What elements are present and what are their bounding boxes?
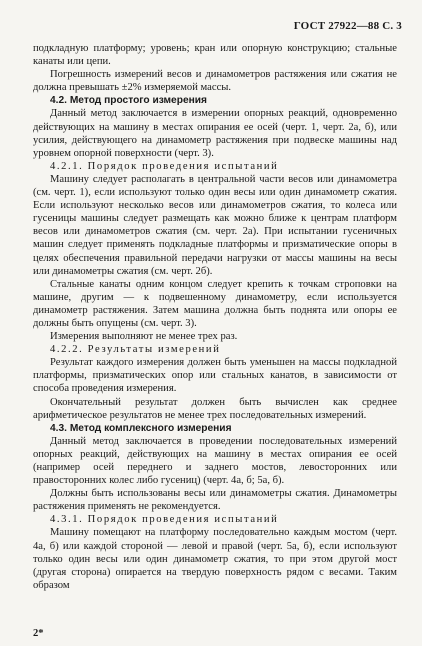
page-footer-mark: 2* bbox=[33, 628, 44, 639]
section-heading: 4.2. Метод простого измерения bbox=[50, 95, 207, 107]
paragraph: Окончательный результат должен быть вычислен как среднее арифметическое результатов не менее трех последовательных измерений. bbox=[33, 396, 397, 421]
section-heading: 4.3. Метод комплексного измерения bbox=[50, 422, 232, 434]
paragraph: Стальные канаты одним концом следует крепить к точкам строповки на машине, другим — к подвешенному динамометру, если используется динамометр растяжения. Затем машина должна быть поднята или опоры ее должны быть опущены (см. черт. 3). bbox=[33, 278, 397, 329]
document-body bbox=[33, 42, 397, 592]
paragraph: Измерения выполняют не менее трех раз. bbox=[50, 331, 238, 343]
subsection-heading: 4.2.1. Порядок проведения испытаний bbox=[50, 160, 279, 172]
paragraph: Машину помещают на платформу последовательно каждым мостом (черт. 4а, б) или каждой стороной — левой и правой (черт. 5а, б), если используют только один весы или один динамометр сжатия, то при этом другой мост (другая сторона) опирается на твердую поверхность рядом с весами. Таким образом bbox=[33, 527, 397, 591]
paragraph: Данный метод заключается в измерении опорных реакций, одновременно действующих на машину в местах опирания ее осей (черт. 1, черт. 2а, б), или усилия, действующего на динамометр растяжения при подвеске машины над уровнем опорной поверхности (черт. 3). bbox=[33, 108, 397, 159]
paragraph: Погрешность измерений весов и динамометров растяжения или сжатия не должна превышать ±2% измеряемой массы. bbox=[33, 69, 397, 94]
paragraph: Данный метод заключается в проведении последовательных измерений опорных реакций, действующих на машину в местах опирания ее осей (например осей переднего и заднего мостов, левосторонних или правосторонних колес либо гусениц) (черт. 4а, б; 5а, б). bbox=[33, 435, 397, 487]
paragraph: подкладную платформу; уровень; кран или опорную конструкцию; стальные канаты или цепи. bbox=[33, 43, 397, 68]
subsection-heading: 4.3.1. Порядок проведения испытаний bbox=[50, 514, 279, 526]
paragraph: Машину следует располагать в центральной части весов или динамометра (см. черт. 1), если используют только один весы или один динамометр сжатия. Если используют несколько весов или динамометров сжатия, то колеса или гусеницы машины следует размещать как можно ближе к центрам платформ весов или динамометров сжатия (см. черт. 2а). При испытании гусеничных машин следует применять подкладные платформы и призматические опоры в целях обеспечения правильной передачи нагрузки от массы машины на весы или динамометры сжатия (см. черт. 2б). bbox=[33, 173, 397, 277]
paragraph: Должны быть использованы весы или динамометры сжатия. Динамометры растяжения применять не рекомендуется. bbox=[33, 488, 397, 513]
paragraph: Результат каждого измерения должен быть уменьшен на массы подкладной платформы, призматических опор или стальных канатов, в зависимости от способа проведения измерения. bbox=[33, 357, 397, 395]
running-header: ГОСТ 27922—88 С. 3 bbox=[293, 20, 402, 32]
subsection-heading: 4.2.2. Результаты измерений bbox=[50, 344, 221, 356]
